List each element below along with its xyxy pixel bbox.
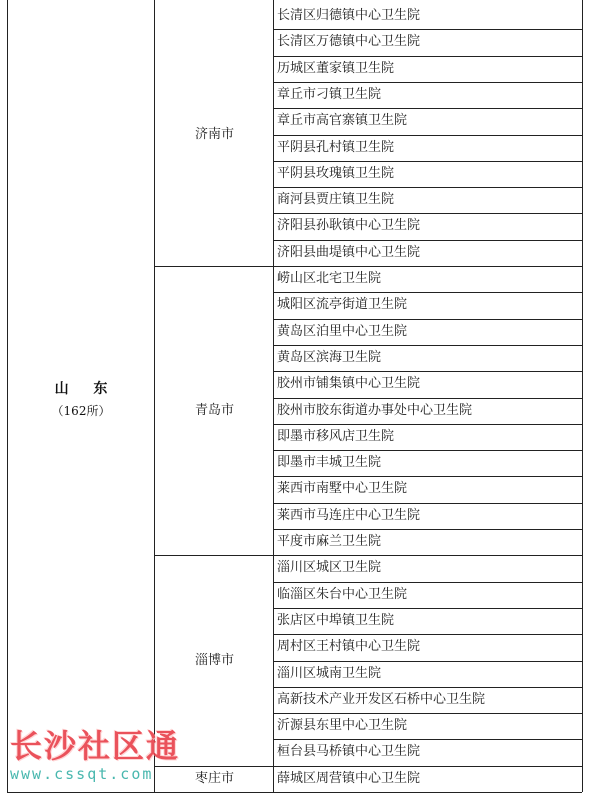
hospital-name: 桓台县马桥镇中心卫生院 [277, 744, 421, 760]
row-divider [273, 687, 582, 688]
row-divider [273, 398, 582, 399]
row-divider [273, 187, 582, 188]
hospital-name: 薛城区周营镇中心卫生院 [277, 770, 421, 786]
hospital-name: 章丘市高官寨镇卫生院 [277, 113, 408, 129]
hospital-name: 平阴县孔村镇卫生院 [277, 139, 395, 155]
column-divider-city [273, 0, 274, 792]
city-name: 济南市 [194, 126, 234, 142]
row-divider [273, 450, 582, 451]
hospital-name: 平阴县玫瑰镇卫生院 [277, 165, 395, 181]
city-name: 青岛市 [194, 402, 234, 418]
hospital-name: 高新技术产业开发区石桥中心卫生院 [277, 691, 486, 707]
watermark-title: 长沙社区通 [10, 727, 181, 765]
hospital-name: 济阳县曲堤镇中心卫生院 [277, 244, 421, 260]
hospital-name: 济阳县孙耿镇中心卫生院 [277, 218, 421, 234]
row-divider [273, 371, 582, 372]
hospital-name: 黄岛区泊里中心卫生院 [277, 323, 408, 339]
hospital-name: 莱西市南墅中心卫生院 [277, 481, 408, 497]
hospital-name: 长清区归德镇中心卫生院 [277, 8, 421, 23]
city-name: 枣庄市 [194, 770, 234, 786]
site-watermark [10, 728, 225, 788]
city-divider [154, 266, 582, 267]
hospital-name: 莱西市马连庄中心卫生院 [277, 507, 421, 523]
row-divider [273, 82, 582, 83]
row-divider [273, 582, 582, 583]
row-divider [273, 213, 582, 214]
hospital-name: 临淄区朱台中心卫生院 [277, 586, 408, 602]
watermark-url: www.cssqt.com [10, 765, 154, 783]
row-divider [273, 424, 582, 425]
hospital-name: 胶州市铺集镇中心卫生院 [277, 376, 421, 392]
row-divider [273, 29, 582, 30]
province-name: 山 东 [54, 381, 118, 397]
hospital-name: 章丘市刁镇卫生院 [277, 86, 382, 102]
province-cell [8, 378, 154, 419]
row-divider [273, 634, 582, 635]
hospital-name: 历城区董家镇卫生院 [277, 60, 395, 76]
row-divider [273, 56, 582, 57]
hospital-name: 周村区王村镇中心卫生院 [277, 639, 421, 655]
hospital-name: 商河县贾庄镇卫生院 [277, 192, 395, 208]
hospital-name: 胶州市胶东街道办事处中心卫生院 [277, 402, 473, 418]
row-divider [273, 529, 582, 530]
table-border-right [582, 0, 583, 792]
row-divider [273, 292, 582, 293]
row-divider [273, 135, 582, 136]
table-border-bottom [7, 792, 582, 793]
hospital-name: 淄川区城南卫生院 [277, 665, 382, 681]
row-divider [273, 713, 582, 714]
hospital-name: 淄川区城区卫生院 [277, 560, 382, 576]
city-name: 淄博市 [194, 652, 234, 668]
hospital-name: 沂源县东里中心卫生院 [277, 718, 408, 734]
row-divider [273, 161, 582, 162]
hospital-name: 张店区中埠镇卫生院 [277, 612, 395, 628]
row-divider [273, 739, 582, 740]
hospital-name: 平度市麻兰卫生院 [277, 534, 382, 549]
hospital-name: 城阳区流亭街道卫生院 [277, 297, 408, 313]
hospital-name: 即墨市丰城卫生院 [277, 455, 382, 471]
row-divider [273, 108, 582, 109]
hospital-name: 崂山区北宅卫生院 [277, 271, 382, 286]
row-divider [273, 345, 582, 346]
hospital-name: 即墨市移风店卫生院 [277, 428, 395, 444]
row-divider [273, 661, 582, 662]
row-divider [273, 476, 582, 477]
column-divider-province [154, 0, 155, 792]
city-divider [154, 555, 582, 556]
row-divider [273, 608, 582, 609]
hospital-name: 长清区万德镇中心卫生院 [277, 34, 421, 50]
row-divider [273, 503, 582, 504]
province-count: （162所） [51, 404, 111, 418]
row-divider [273, 240, 582, 241]
row-divider [273, 319, 582, 320]
hospital-name: 黄岛区滨海卫生院 [277, 349, 382, 365]
